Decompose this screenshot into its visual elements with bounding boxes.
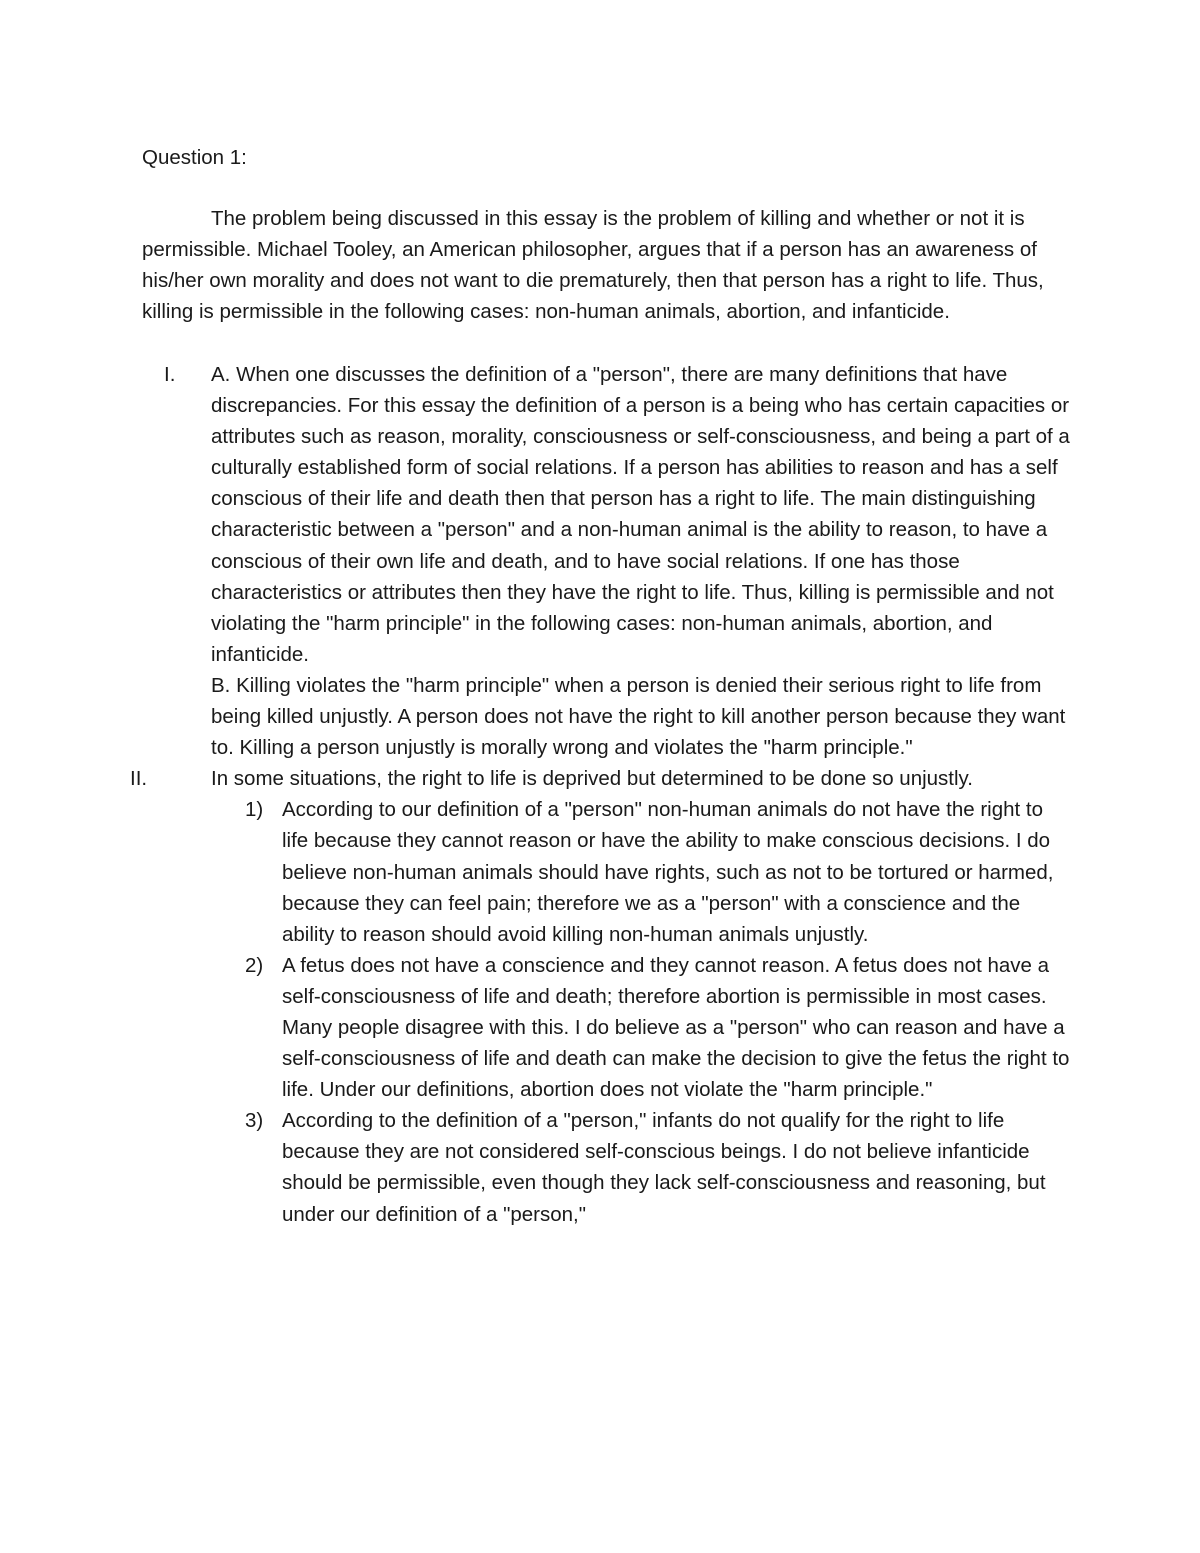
section-i-paragraph-a: A. When one discusses the definition of a "person", there are many definitions that have discrepancies. For this essay the definition of a person is a being who has certain capacities or attributes such as reason, morality, consciousness or self-consciousness, and being a part of a culturally established form of social relations. If a person has abilities to reason and has a self conscious of their life and death then that person has a right to life. The main distinguishing characteristic between a "person" and a non-human animal is the ability to reason, to have a conscious of their own life and death, and to have social relations. If one has those characteristics or attributes then they have the right to life. Thus, killing is permissible and not violating the "harm principle" in the following cases: non-human animals, abortion, and infanticide. [211,363,1070,666]
list-item [245,1105,1071,1229]
section-i [164,359,1071,763]
numbered-list [211,794,1071,1229]
list-item-marker: 2) [245,953,264,977]
question-heading: Question 1: [142,146,247,169]
list-item-text: According to the definition of a "person," infants do not qualify for the right to life because they are not considered self-conscious beings. I do not believe infanticide should be permissible, even though they lack self-consciousness and reasoning, but under our definition of a "person," [282,1109,1046,1226]
list-item [245,794,1071,949]
section-ii-paragraph: In some situations, the right to life is deprived but determined to be done so unjustly. [211,767,973,791]
list-item-marker: 1) [245,798,264,822]
list-item-text: A fetus does not have a conscience and they cannot reason. A fetus does not have a self-consciousness of life and death; therefore abortion is permissible in most cases. Many people disagree with this. I do believe as a "person" who can reason and have a self-consciousness of life and death can make the decision to give the fetus the right to life. Under our definitions, abortion does not violate the "harm principle." [282,953,1070,1102]
section-ii-marker: II. [130,767,148,791]
roman-numeral-list [130,359,1071,1230]
list-item-text: According to our definition of a "person" non-human animals do not have the right to life because they cannot reason or have the ability to make conscious decisions. I do believe non-human animals should have rights, such as not to be tortured or harmed, because they can feel pain; therefore we as a "person" with a conscience and the ability to reason should avoid killing non-human animals unjustly. [282,798,1054,946]
list-item-marker: 3) [245,1109,264,1133]
intro-paragraph: The problem being discussed in this essay is the problem of killing and whether or not it is permissible. Michael Tooley, an American philosopher, argues that if a person has an awareness of his/her own morality and does not want to die prematurely, then that person has a right to life. Thus, killing is permissible in the following cases: non-human animals, abortion, and infanticide. [142,207,1044,324]
section-ii [130,763,1071,1229]
list-item [245,950,1071,1105]
section-i-marker: I. [164,363,176,386]
section-i-paragraph-b: B. Killing violates the "harm principle" when a person is denied their serious right to life from being killed unjustly. A person does not have the right to kill another person because they want to. Killing a person unjustly is morally wrong and violates the "harm principle." [211,673,1066,760]
